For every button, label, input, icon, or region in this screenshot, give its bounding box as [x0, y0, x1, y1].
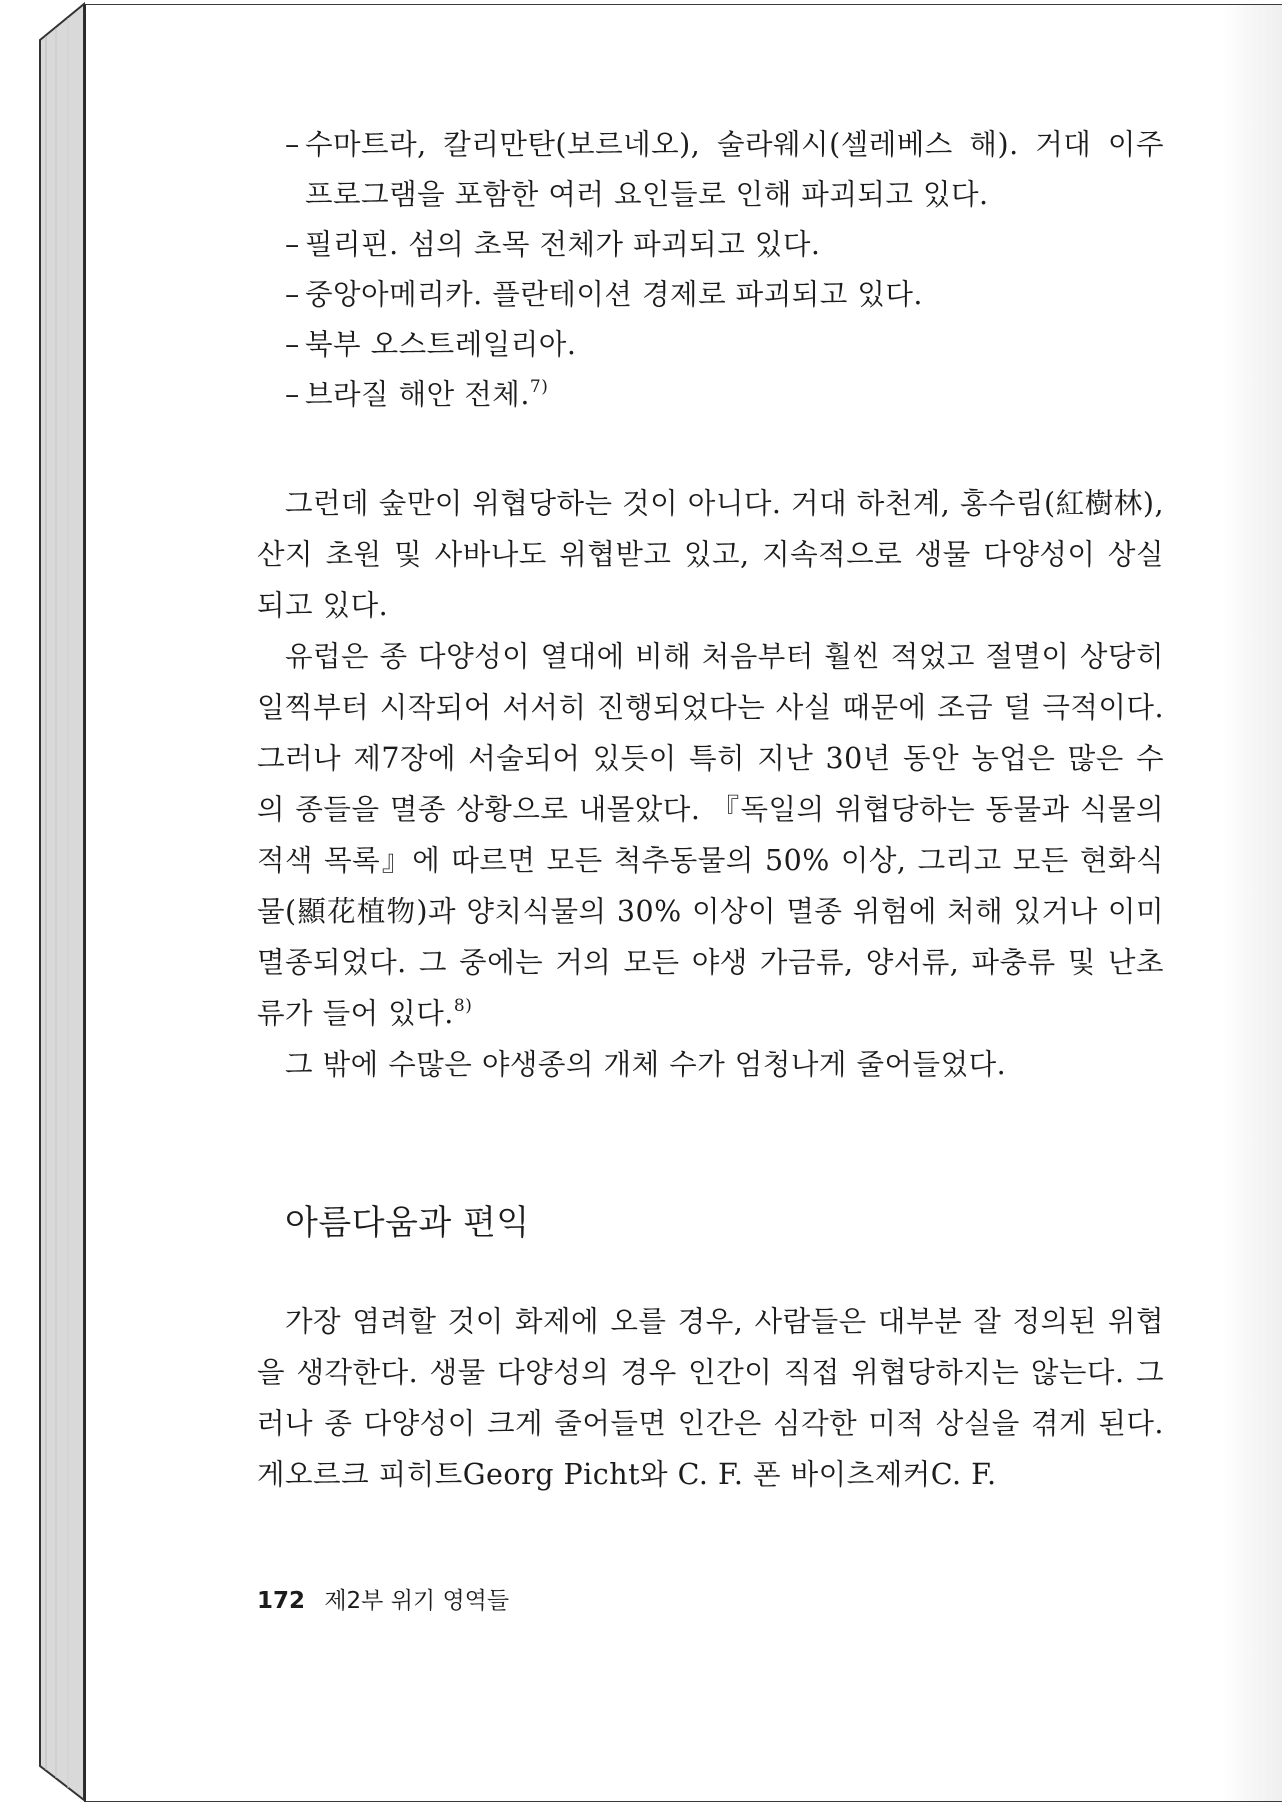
list-dash: –: [285, 328, 300, 361]
footnote-marker: 8): [453, 996, 473, 1016]
list-dash: –: [285, 128, 300, 161]
list-item: [257, 270, 1164, 320]
list-item-text-content: 브라질 해안 전체.: [305, 378, 530, 411]
page-body: [257, 120, 1164, 1500]
list-item-text: 북부 오스트레일리아.: [305, 328, 577, 361]
list-item-text: 필리핀. 섬의 초목 전체가 파괴되고 있다.: [305, 228, 821, 261]
list-item-text: 수마트라, 칼리만탄(보르네오), 술라웨시(셀레베스 해). 거대 이주 프로그램을 포함한 여러 요인들로 인해 파괴되고 있다.: [305, 128, 1164, 211]
list-item: [257, 120, 1164, 220]
paragraph: 그런데 숲만이 위협당하는 것이 아니다. 거대 하천계, 홍수림(紅樹林), 산지 초원 및 사바나도 위협받고 있고, 지속적으로 생물 다양성이 상실되고 있다.: [257, 487, 1164, 622]
list-dash: –: [285, 378, 300, 411]
footnote-marker: 7): [529, 377, 549, 397]
page-footer: [257, 1582, 509, 1615]
region-list: [257, 120, 1164, 420]
running-title: 제2부 위기 영역들: [324, 1588, 510, 1614]
page-number: 172: [257, 1588, 306, 1614]
list-dash: –: [285, 278, 300, 311]
list-item: [257, 220, 1164, 270]
paragraph-text: 유럽은 종 다양성이 열대에 비해 처음부터 훨씬 적었고 절멸이 상당히 일찍부터 시작되어 서서히 진행되었다는 사실 때문에 조금 덜 극적이다. 그러나 제7장에 서술되어 있듯이 특히 지난 30년 동안 농업은 많은 수의 종들을 멸종 상황으로 내몰았다. 『독일의 위협당하는 동물과 식물의 적색 목록』에 따르면 모든 척추동물의 50% 이상, 그리고 모든 현화식물(顯花植物)과 양치식물의 30% 이상이 멸종 위험에 처해 있거나 이미 멸종되었다. 그 중에는 거의 모든 야생 가금류, 양서류, 파충류 및 난초류가 들어 있다.: [257, 640, 1164, 1030]
list-item-text: [295, 370, 1164, 420]
list-item-text: 중앙아메리카. 플란테이션 경제로 파괴되고 있다.: [305, 278, 923, 311]
list-item: [257, 370, 1164, 420]
list-dash: –: [285, 228, 300, 261]
list-item: [257, 320, 1164, 370]
book-page-edge: [0, 0, 90, 1806]
paragraph: 가장 염려할 것이 화제에 오를 경우, 사람들은 대부분 잘 정의된 위협을 생각한다. 생물 다양성의 경우 인간이 직접 위협당하지는 않는다. 그러나 종 다양성이 크게 줄어들면 인간은 심각한 미적 상실을 겪게 된다. 게오르크 피히트Georg Picht와 C. F. 폰 바이츠제커C. F.: [257, 1305, 1164, 1491]
section-heading: 아름다움과 편익: [285, 1203, 530, 1243]
paragraph: 그 밖에 수많은 야생종의 개체 수가 엄청나게 줄어들었다.: [285, 1048, 1007, 1081]
page-gutter-shade: [1222, 5, 1282, 1801]
paragraph: [257, 631, 1164, 1039]
